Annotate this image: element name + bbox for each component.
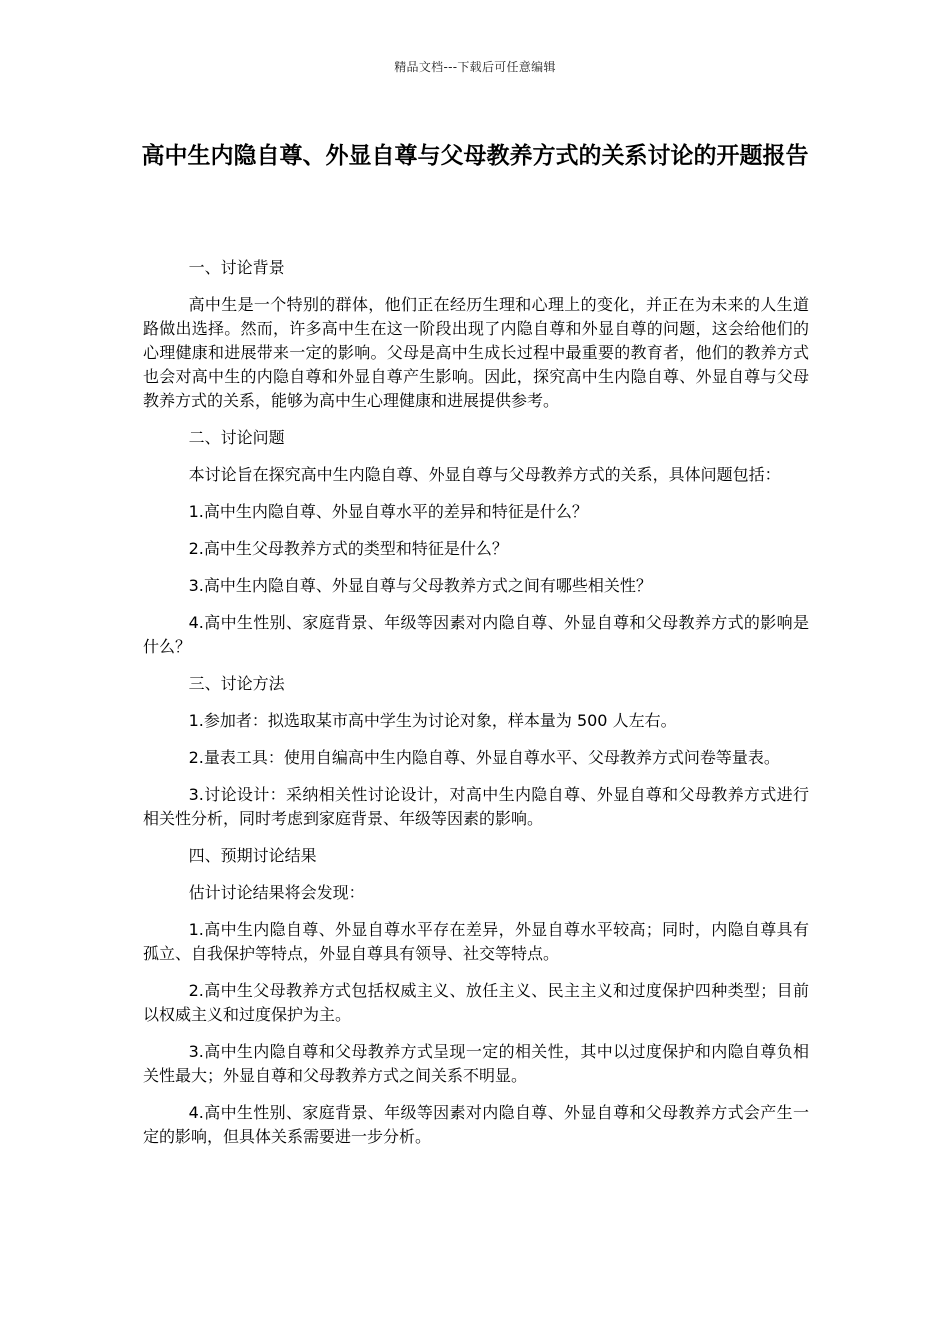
method-item-1: 1.参加者：拟选取某市高中学生为讨论对象，样本量为 500 人左右。 [188,711,677,730]
method-item-3: 3.讨论设计：采纳相关性讨论设计，对高中生内隐自尊、外显自尊和父母教养方式进行相关性分析，同时考虑到家庭背景、年级等因素的影响。 [143,785,809,828]
section-heading-results: 四、预期讨论结果 [188,846,317,865]
question-item-3: 3.高中生内隐自尊、外显自尊与父母教养方式之间有哪些相关性？ [188,576,652,595]
section-heading-background: 一、讨论背景 [188,258,285,277]
section-heading-questions: 二、讨论问题 [188,428,285,447]
result-item-4: 4.高中生性别、家庭背景、年级等因素对内隐自尊、外显自尊和父母教养方式会产生一定的影响，但具体关系需要进一步分析。 [143,1103,809,1146]
question-item-4: 4.高中生性别、家庭背景、年级等因素对内隐自尊、外显自尊和父母教养方式的影响是什么？ [143,613,809,656]
question-item-2: 2.高中生父母教养方式的类型和特征是什么？ [188,539,508,558]
result-item-1: 1.高中生内隐自尊、外显自尊水平存在差异，外显自尊水平较高；同时，内隐自尊具有孤立、自我保护等特点，外显自尊具有领导、社交等特点。 [143,920,809,963]
result-item-3: 3.高中生内隐自尊和父母教养方式呈现一定的相关性，其中以过度保护和内隐自尊负相关性最大；外显自尊和父母教养方式之间关系不明显。 [143,1042,809,1085]
paragraph-results-intro: 估计讨论结果将会发现： [188,883,365,902]
section-heading-methods: 三、讨论方法 [188,674,285,693]
paragraph-background: 高中生是一个特别的群体，他们正在经历生理和心理上的变化，并正在为未来的人生道路做出选择。然而，许多高中生在这一阶段出现了内隐自尊和外显自尊的问题，这会给他们的心理健康和进展带来一定的影响。父母是高中生成长过程中最重要的教育者，他们的教养方式也会对高中生的内隐自尊和外显自尊产生影响。因此，探究高中生内隐自尊、外显自尊与父母教养方式的关系，能够为高中生心理健康和进展提供参考。 [143,295,809,410]
document-title: 高中生内隐自尊、外显自尊与父母教养方式的关系讨论的开题报告 [141,143,809,169]
document-body [143,256,809,1162]
paragraph-questions-intro: 本讨论旨在探究高中生内隐自尊、外显自尊与父母教养方式的关系，具体问题包括： [188,465,781,484]
page-header: 精品文档---下载后可任意编辑 [394,60,556,74]
question-item-1: 1.高中生内隐自尊、外显自尊水平的差异和特征是什么？ [188,502,588,521]
result-item-2: 2.高中生父母教养方式包括权威主义、放任主义、民主主义和过度保护四种类型；目前以权威主义和过度保护为主。 [143,981,809,1024]
method-item-2: 2.量表工具：使用自编高中生内隐自尊、外显自尊水平、父母教养方式问卷等量表。 [188,748,780,767]
